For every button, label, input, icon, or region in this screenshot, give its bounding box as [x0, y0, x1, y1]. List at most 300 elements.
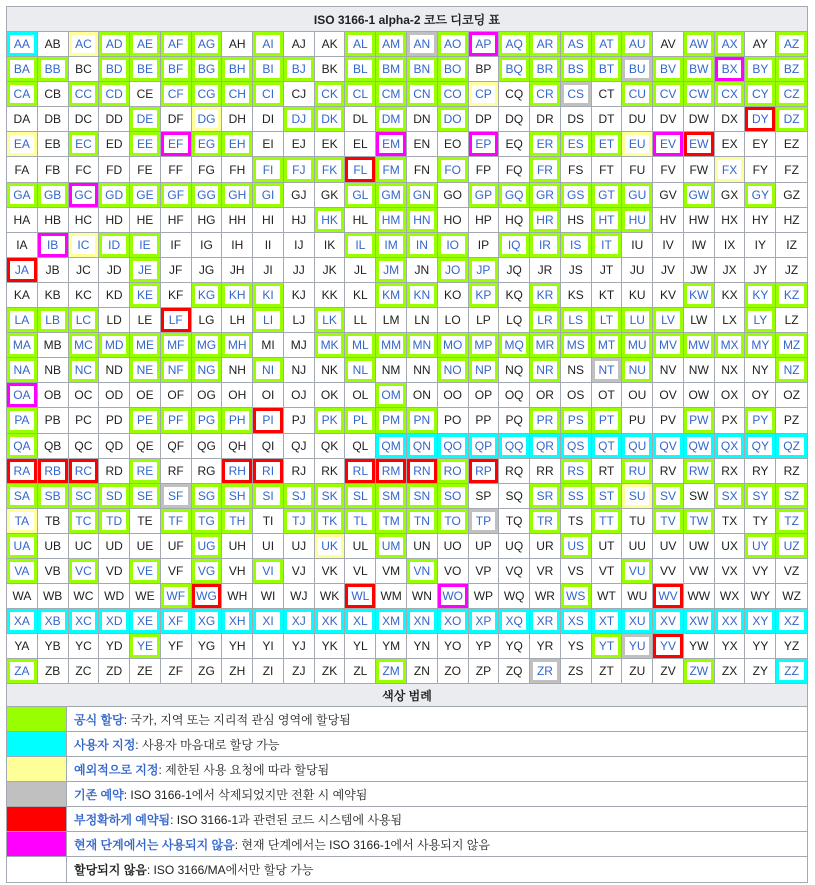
code-link[interactable]: HR: [533, 211, 557, 229]
code-cell[interactable]: [161, 358, 192, 383]
code-cell[interactable]: [592, 32, 623, 57]
code-cell[interactable]: [592, 509, 623, 534]
code-link[interactable]: TR: [533, 512, 557, 530]
code-cell[interactable]: [69, 233, 100, 258]
code-link[interactable]: ID: [102, 236, 126, 254]
code-cell[interactable]: [499, 233, 530, 258]
code-link[interactable]: EA: [10, 135, 34, 153]
code-link[interactable]: AM: [379, 35, 403, 53]
code-cell[interactable]: [192, 484, 223, 509]
code-link[interactable]: PN: [410, 411, 434, 429]
code-link[interactable]: LT: [595, 311, 619, 329]
code-link[interactable]: XQ: [502, 612, 526, 630]
code-cell[interactable]: [345, 509, 376, 534]
code-link[interactable]: RS: [564, 462, 588, 480]
code-link[interactable]: AF: [164, 35, 188, 53]
code-link[interactable]: PY: [748, 411, 772, 429]
code-link[interactable]: IO: [441, 236, 465, 254]
code-cell[interactable]: [7, 559, 38, 584]
code-cell[interactable]: [192, 509, 223, 534]
code-link[interactable]: UZ: [779, 537, 804, 555]
code-link[interactable]: SY: [748, 487, 772, 505]
code-link[interactable]: LI: [256, 311, 280, 329]
code-link[interactable]: UY: [748, 537, 772, 555]
code-cell[interactable]: [469, 509, 500, 534]
code-cell[interactable]: [715, 32, 746, 57]
code-cell[interactable]: [130, 634, 161, 659]
code-cell[interactable]: [592, 408, 623, 433]
code-cell[interactable]: [407, 233, 438, 258]
code-cell[interactable]: [469, 258, 500, 283]
code-link[interactable]: BG: [195, 60, 219, 78]
code-link[interactable]: SO: [441, 487, 465, 505]
code-link[interactable]: OA: [10, 386, 34, 404]
code-cell[interactable]: [499, 434, 530, 459]
code-cell[interactable]: [561, 183, 592, 208]
code-cell[interactable]: [715, 57, 746, 82]
code-cell[interactable]: [69, 459, 100, 484]
code-link[interactable]: EC: [72, 135, 96, 153]
code-cell[interactable]: [438, 107, 469, 132]
code-link[interactable]: GW: [687, 186, 711, 204]
code-link[interactable]: GE: [133, 186, 157, 204]
code-link[interactable]: PF: [164, 411, 188, 429]
code-link[interactable]: FJ: [287, 160, 311, 178]
code-link[interactable]: FX: [718, 160, 742, 178]
code-link[interactable]: NI: [256, 361, 280, 379]
code-link[interactable]: TC: [72, 512, 96, 530]
code-link[interactable]: EU: [625, 135, 649, 153]
code-link[interactable]: VN: [410, 562, 434, 580]
code-cell[interactable]: [69, 132, 100, 157]
code-link[interactable]: XK: [318, 612, 342, 630]
code-cell[interactable]: [253, 459, 284, 484]
code-cell[interactable]: [653, 333, 684, 358]
code-link[interactable]: MV: [656, 336, 680, 354]
code-link[interactable]: XW: [687, 612, 711, 630]
code-link[interactable]: XF: [164, 612, 188, 630]
code-cell[interactable]: [715, 82, 746, 107]
code-link[interactable]: BU: [625, 60, 649, 78]
code-cell[interactable]: [592, 183, 623, 208]
code-link[interactable]: CD: [102, 85, 126, 103]
code-link[interactable]: DE: [133, 110, 157, 128]
code-cell[interactable]: [745, 534, 776, 559]
code-cell[interactable]: [776, 484, 807, 509]
code-cell[interactable]: [345, 157, 376, 182]
code-link[interactable]: RB: [41, 462, 65, 480]
code-link[interactable]: KZ: [779, 286, 804, 304]
code-link[interactable]: EG: [195, 135, 219, 153]
legend-term-link[interactable]: 기존 예약: [74, 787, 124, 802]
code-link[interactable]: AT: [595, 35, 619, 53]
code-cell[interactable]: [653, 509, 684, 534]
code-link[interactable]: AG: [195, 35, 219, 53]
code-cell[interactable]: [376, 157, 407, 182]
code-link[interactable]: ML: [348, 336, 372, 354]
code-link[interactable]: LR: [533, 311, 557, 329]
code-link[interactable]: XM: [379, 612, 403, 630]
code-cell[interactable]: [376, 408, 407, 433]
code-cell[interactable]: [469, 333, 500, 358]
code-cell[interactable]: [561, 434, 592, 459]
code-link[interactable]: QS: [564, 437, 588, 455]
code-cell[interactable]: [130, 283, 161, 308]
code-link[interactable]: AN: [410, 35, 434, 53]
code-link[interactable]: XS: [564, 612, 588, 630]
code-cell[interactable]: [469, 609, 500, 634]
code-cell[interactable]: [130, 183, 161, 208]
code-link[interactable]: CY: [748, 85, 772, 103]
code-cell[interactable]: [7, 82, 38, 107]
code-link[interactable]: XG: [195, 612, 219, 630]
code-link[interactable]: KR: [533, 286, 557, 304]
code-cell[interactable]: [776, 609, 807, 634]
code-link[interactable]: SL: [348, 487, 372, 505]
code-link[interactable]: CX: [718, 85, 742, 103]
code-link[interactable]: CU: [625, 85, 649, 103]
code-cell[interactable]: [284, 509, 315, 534]
code-link[interactable]: MR: [533, 336, 557, 354]
code-cell[interactable]: [192, 107, 223, 132]
code-cell[interactable]: [253, 183, 284, 208]
code-cell[interactable]: [499, 609, 530, 634]
code-cell[interactable]: [161, 132, 192, 157]
code-cell[interactable]: [745, 408, 776, 433]
code-link[interactable]: VG: [195, 562, 219, 580]
code-cell[interactable]: [315, 107, 346, 132]
code-link[interactable]: RH: [225, 462, 249, 480]
code-link[interactable]: WO: [441, 587, 465, 605]
code-cell[interactable]: [745, 107, 776, 132]
code-link[interactable]: QA: [10, 437, 34, 455]
code-link[interactable]: AP: [472, 35, 496, 53]
code-cell[interactable]: [161, 484, 192, 509]
code-link[interactable]: PI: [256, 411, 280, 429]
code-link[interactable]: PM: [379, 411, 403, 429]
code-cell[interactable]: [438, 32, 469, 57]
code-cell[interactable]: [7, 659, 38, 684]
code-link[interactable]: HU: [625, 211, 649, 229]
code-cell[interactable]: [438, 157, 469, 182]
code-link[interactable]: MP: [472, 336, 496, 354]
code-link[interactable]: GY: [748, 186, 772, 204]
code-link[interactable]: KP: [472, 286, 496, 304]
code-cell[interactable]: [345, 233, 376, 258]
code-link[interactable]: NG: [195, 361, 219, 379]
code-link[interactable]: LU: [625, 311, 649, 329]
code-cell[interactable]: [345, 408, 376, 433]
code-link[interactable]: AE: [133, 35, 157, 53]
code-link[interactable]: TZ: [779, 512, 804, 530]
code-cell[interactable]: [776, 82, 807, 107]
code-cell[interactable]: [376, 233, 407, 258]
code-cell[interactable]: [622, 183, 653, 208]
code-link[interactable]: OM: [379, 386, 403, 404]
code-cell[interactable]: [776, 358, 807, 383]
code-cell[interactable]: [99, 82, 130, 107]
code-cell[interactable]: [222, 283, 253, 308]
code-link[interactable]: YV: [656, 637, 680, 655]
code-link[interactable]: XN: [410, 612, 434, 630]
code-cell[interactable]: [7, 408, 38, 433]
code-link[interactable]: NE: [133, 361, 157, 379]
code-link[interactable]: DZ: [779, 110, 804, 128]
code-cell[interactable]: [284, 609, 315, 634]
code-cell[interactable]: [69, 32, 100, 57]
code-cell[interactable]: [38, 57, 69, 82]
code-link[interactable]: TG: [195, 512, 219, 530]
code-cell[interactable]: [499, 57, 530, 82]
code-link[interactable]: TO: [441, 512, 465, 530]
code-link[interactable]: NP: [472, 361, 496, 379]
code-link[interactable]: GC: [72, 186, 96, 204]
code-link[interactable]: HM: [379, 211, 403, 229]
code-cell[interactable]: [592, 484, 623, 509]
code-cell[interactable]: [161, 82, 192, 107]
code-link[interactable]: TA: [10, 512, 34, 530]
code-cell[interactable]: [38, 183, 69, 208]
code-cell[interactable]: [69, 484, 100, 509]
code-cell[interactable]: [622, 634, 653, 659]
code-cell[interactable]: [438, 509, 469, 534]
code-link[interactable]: CN: [410, 85, 434, 103]
code-link[interactable]: RW: [687, 462, 711, 480]
code-cell[interactable]: [653, 434, 684, 459]
code-link[interactable]: SS: [564, 487, 588, 505]
code-cell[interactable]: [192, 283, 223, 308]
code-link[interactable]: NT: [595, 361, 619, 379]
code-link[interactable]: AD: [102, 35, 126, 53]
code-cell[interactable]: [7, 459, 38, 484]
code-link[interactable]: SI: [256, 487, 280, 505]
code-link[interactable]: XT: [595, 612, 619, 630]
code-link[interactable]: NO: [441, 361, 465, 379]
code-cell[interactable]: [530, 659, 561, 684]
code-cell[interactable]: [376, 32, 407, 57]
code-link[interactable]: GS: [564, 186, 588, 204]
code-link[interactable]: AS: [564, 35, 588, 53]
code-link[interactable]: GR: [533, 186, 557, 204]
code-link[interactable]: GB: [41, 186, 65, 204]
code-cell[interactable]: [161, 584, 192, 609]
code-link[interactable]: MW: [687, 336, 711, 354]
code-cell[interactable]: [561, 459, 592, 484]
code-link[interactable]: FO: [441, 160, 465, 178]
code-link[interactable]: QP: [472, 437, 496, 455]
code-cell[interactable]: [715, 333, 746, 358]
code-cell[interactable]: [407, 283, 438, 308]
code-link[interactable]: QU: [625, 437, 649, 455]
code-link[interactable]: MC: [72, 336, 96, 354]
code-cell[interactable]: [745, 283, 776, 308]
code-link[interactable]: TJ: [287, 512, 311, 530]
code-cell[interactable]: [99, 57, 130, 82]
code-cell[interactable]: [561, 82, 592, 107]
code-cell[interactable]: [592, 57, 623, 82]
code-link[interactable]: PL: [348, 411, 372, 429]
code-link[interactable]: QZ: [779, 437, 804, 455]
code-link[interactable]: XV: [656, 612, 680, 630]
code-cell[interactable]: [376, 107, 407, 132]
code-cell[interactable]: [530, 509, 561, 534]
code-link[interactable]: AI: [256, 35, 280, 53]
code-link[interactable]: XB: [41, 612, 65, 630]
code-cell[interactable]: [592, 233, 623, 258]
code-cell[interactable]: [622, 559, 653, 584]
code-link[interactable]: BM: [379, 60, 403, 78]
code-link[interactable]: SG: [195, 487, 219, 505]
code-link[interactable]: WL: [348, 587, 372, 605]
code-cell[interactable]: [438, 57, 469, 82]
code-link[interactable]: MT: [595, 336, 619, 354]
code-link[interactable]: NU: [625, 361, 649, 379]
code-link[interactable]: ES: [564, 135, 588, 153]
code-cell[interactable]: [530, 308, 561, 333]
code-cell[interactable]: [376, 57, 407, 82]
code-cell[interactable]: [253, 308, 284, 333]
code-cell[interactable]: [684, 32, 715, 57]
code-link[interactable]: MH: [225, 336, 249, 354]
code-link[interactable]: LV: [656, 311, 680, 329]
code-cell[interactable]: [192, 609, 223, 634]
code-cell[interactable]: [438, 434, 469, 459]
code-link[interactable]: EE: [133, 135, 157, 153]
code-cell[interactable]: [192, 57, 223, 82]
code-cell[interactable]: [776, 434, 807, 459]
code-cell[interactable]: [38, 484, 69, 509]
code-cell[interactable]: [7, 183, 38, 208]
code-cell[interactable]: [684, 57, 715, 82]
code-link[interactable]: VC: [72, 562, 96, 580]
code-link[interactable]: ZM: [379, 662, 403, 680]
code-cell[interactable]: [222, 183, 253, 208]
code-cell[interactable]: [161, 57, 192, 82]
code-link[interactable]: LS: [564, 311, 588, 329]
code-link[interactable]: XL: [348, 612, 372, 630]
code-link[interactable]: TW: [687, 512, 711, 530]
code-cell[interactable]: [315, 534, 346, 559]
code-cell[interactable]: [438, 459, 469, 484]
code-link[interactable]: HK: [318, 211, 342, 229]
code-link[interactable]: TK: [318, 512, 342, 530]
code-cell[interactable]: [561, 32, 592, 57]
code-cell[interactable]: [284, 107, 315, 132]
code-link[interactable]: RN: [410, 462, 434, 480]
code-link[interactable]: RA: [10, 462, 34, 480]
code-link[interactable]: GP: [472, 186, 496, 204]
code-cell[interactable]: [499, 333, 530, 358]
code-link[interactable]: KN: [410, 286, 434, 304]
code-cell[interactable]: [222, 57, 253, 82]
code-link[interactable]: MG: [195, 336, 219, 354]
code-cell[interactable]: [222, 459, 253, 484]
code-link[interactable]: KI: [256, 286, 280, 304]
code-link[interactable]: BB: [41, 60, 65, 78]
code-cell[interactable]: [715, 609, 746, 634]
code-link[interactable]: IL: [348, 236, 372, 254]
code-cell[interactable]: [7, 258, 38, 283]
code-link[interactable]: NR: [533, 361, 557, 379]
code-cell[interactable]: [622, 308, 653, 333]
code-link[interactable]: GL: [348, 186, 372, 204]
code-cell[interactable]: [99, 509, 130, 534]
code-cell[interactable]: [38, 233, 69, 258]
code-link[interactable]: SX: [718, 487, 742, 505]
code-link[interactable]: RM: [379, 462, 403, 480]
code-cell[interactable]: [469, 283, 500, 308]
code-cell[interactable]: [345, 32, 376, 57]
code-cell[interactable]: [222, 333, 253, 358]
code-link[interactable]: ZW: [687, 662, 711, 680]
code-link[interactable]: SH: [225, 487, 249, 505]
code-link[interactable]: UA: [10, 537, 34, 555]
code-cell[interactable]: [407, 459, 438, 484]
code-link[interactable]: PE: [133, 411, 157, 429]
code-cell[interactable]: [592, 609, 623, 634]
code-cell[interactable]: [253, 283, 284, 308]
code-link[interactable]: DM: [379, 110, 403, 128]
code-cell[interactable]: [407, 183, 438, 208]
code-link[interactable]: CV: [656, 85, 680, 103]
code-link[interactable]: AL: [348, 35, 372, 53]
code-link[interactable]: CM: [379, 85, 403, 103]
code-cell[interactable]: [561, 132, 592, 157]
code-cell[interactable]: [99, 609, 130, 634]
code-cell[interactable]: [376, 333, 407, 358]
code-link[interactable]: NA: [10, 361, 34, 379]
code-link[interactable]: BW: [687, 60, 711, 78]
code-cell[interactable]: [530, 333, 561, 358]
code-cell[interactable]: [438, 609, 469, 634]
code-cell[interactable]: [161, 32, 192, 57]
code-link[interactable]: XA: [10, 612, 34, 630]
code-link[interactable]: AU: [625, 35, 649, 53]
code-link[interactable]: FR: [533, 160, 557, 178]
code-cell[interactable]: [130, 358, 161, 383]
code-link[interactable]: EF: [164, 135, 188, 153]
code-link[interactable]: CO: [441, 85, 465, 103]
code-link[interactable]: TN: [410, 512, 434, 530]
code-link[interactable]: XP: [472, 612, 496, 630]
code-cell[interactable]: [192, 408, 223, 433]
code-cell[interactable]: [407, 484, 438, 509]
code-cell[interactable]: [253, 57, 284, 82]
code-link[interactable]: HN: [410, 211, 434, 229]
code-link[interactable]: CZ: [779, 85, 804, 103]
code-link[interactable]: XJ: [287, 612, 311, 630]
code-link[interactable]: BE: [133, 60, 157, 78]
code-cell[interactable]: [438, 358, 469, 383]
code-cell[interactable]: [530, 132, 561, 157]
code-link[interactable]: DO: [441, 110, 465, 128]
code-cell[interactable]: [776, 509, 807, 534]
code-link[interactable]: CH: [225, 85, 249, 103]
code-link[interactable]: KM: [379, 286, 403, 304]
code-link[interactable]: QV: [656, 437, 680, 455]
code-link[interactable]: SB: [41, 487, 65, 505]
code-cell[interactable]: [376, 283, 407, 308]
code-cell[interactable]: [315, 408, 346, 433]
code-cell[interactable]: [745, 57, 776, 82]
code-cell[interactable]: [499, 32, 530, 57]
code-cell[interactable]: [745, 609, 776, 634]
code-cell[interactable]: [530, 233, 561, 258]
code-link[interactable]: VA: [10, 562, 34, 580]
code-link[interactable]: TL: [348, 512, 372, 530]
code-link[interactable]: MK: [318, 336, 342, 354]
code-cell[interactable]: [7, 609, 38, 634]
